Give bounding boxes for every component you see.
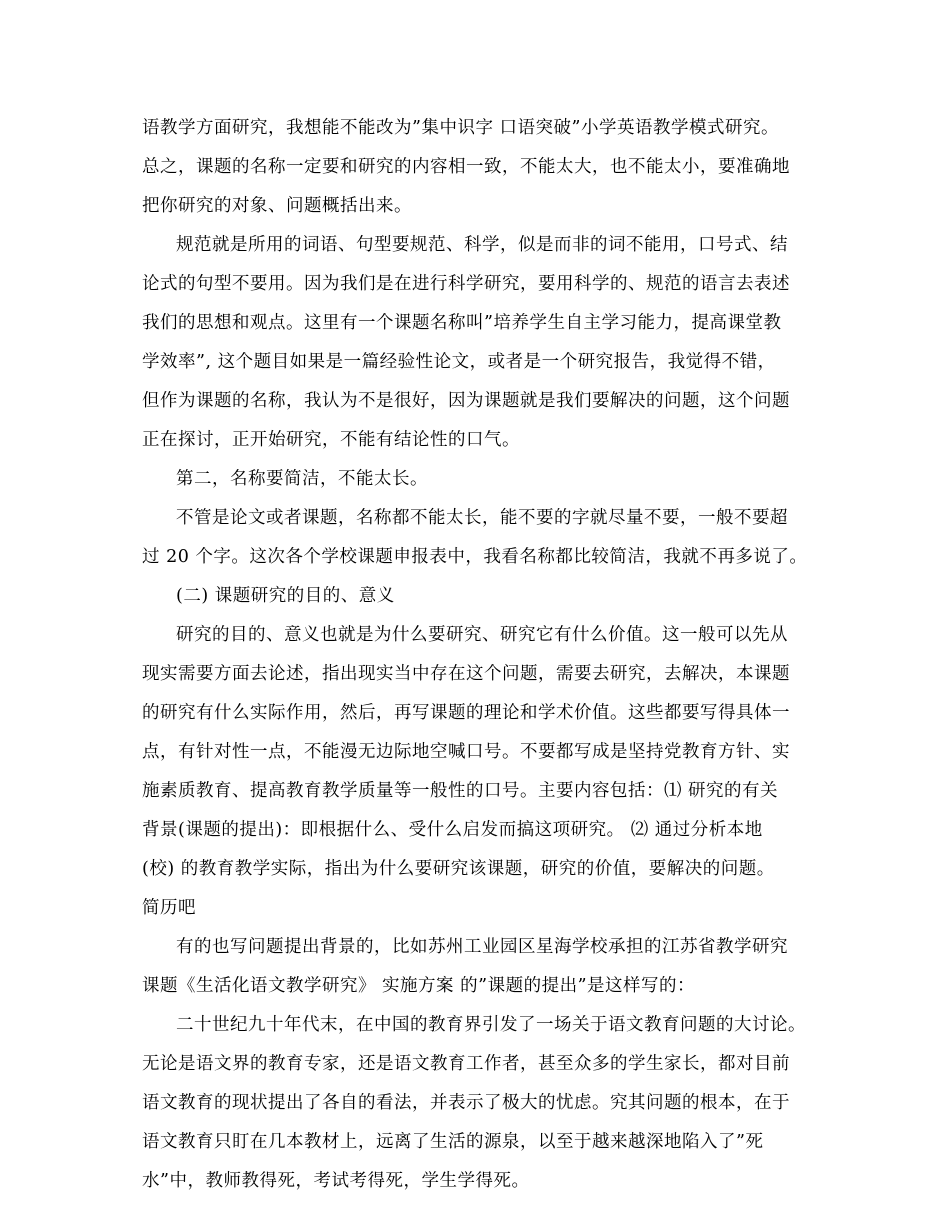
text-line: (校) 的教育教学实际，指出为什么要研究该课题，研究的价值，要解决的问题。: [142, 859, 775, 879]
text-line: 简历吧: [142, 898, 196, 918]
text-line: 水”中，教师教得死，考试考得死，学生学得死。: [142, 1171, 530, 1191]
text-line: 课题《生活化语文教学研究》 实施方案 的”课题的提出”是这样写的：: [142, 976, 696, 996]
text-line: 第二，名称要简洁，不能太长。: [176, 469, 428, 489]
text-line: 正在探讨，正开始研究，不能有结论性的口气。: [142, 430, 520, 450]
text-line: 把你研究的对象、问题概括出来。: [142, 196, 412, 216]
text-line: 现实需要方面去论述，指出现实当中存在这个问题，需要去研究，去解决，本课题: [142, 664, 790, 684]
text-line: 但作为课题的名称，我认为不是很好，因为课题就是我们要解决的问题，这个问题: [142, 391, 790, 411]
text-line: 语教学方面研究，我想能不能改为”集中识字 口语突破”小学英语教学模式研究。: [142, 118, 779, 138]
text-line: 有的也写问题提出背景的，比如苏州工业园区星海学校承担的江苏省教学研究: [176, 937, 788, 957]
text-line: 不管是论文或者课题，名称都不能太长，能不要的字就尽量不要，一般不要超: [176, 508, 788, 528]
text-line: 无论是语文界的教育专家，还是语文教育工作者，甚至众多的学生家长，都对目前: [142, 1054, 790, 1074]
text-line: 总之，课题的名称一定要和研究的内容相一致，不能太大，也不能太小，要准确地: [142, 157, 790, 177]
text-line: 过 20 个字。这次各个学校课题申报表中，我看名称都比较简洁，我就不再多说了。: [142, 547, 808, 567]
text-line: 点，有针对性一点，不能漫无边际地空喊口号。不要都写成是坚持党教育方针、实: [142, 742, 790, 762]
text-line: 的研究有什么实际作用，然后，再写课题的理论和学术价值。这些都要写得具体一: [142, 703, 790, 723]
text-line: 研究的目的、意义也就是为什么要研究、研究它有什么价值。这一般可以先从: [176, 625, 788, 645]
text-line: 语文教育的现状提出了各自的看法，并表示了极大的忧虑。究其问题的根本，在于: [142, 1093, 790, 1113]
text-line: 背景(课题的提出)：即根据什么、受什么启发而搞这项研究。 ⑵ 通过分析本地: [142, 820, 763, 840]
text-line: 施素质教育、提高教育教学质量等一般性的口号。主要内容包括：⑴ 研究的有关: [142, 781, 779, 801]
section-heading: (二) 课题研究的目的、意义: [176, 586, 395, 606]
text-line: 二十世纪九十年代末，在中国的教育界引发了一场关于语文教育问题的大讨论。: [176, 1015, 806, 1035]
text-line: 我们的思想和观点。这里有一个课题名称叫”培养学生自主学习能力，提高课堂教: [142, 313, 782, 333]
text-line: 规范就是所用的词语、句型要规范、科学，似是而非的词不能用，口号式、结: [176, 235, 788, 255]
text-line: 学效率”, 这个题目如果是一篇经验性论文，或者是一个研究报告，我觉得不错，: [142, 352, 776, 372]
text-line: 论式的句型不要用。因为我们是在进行科学研究，要用科学的、规范的语言去表述: [142, 274, 790, 294]
text-line: 语文教育只盯在几本教材上，远离了生活的源泉，以至于越来越深地陷入了”死: [142, 1132, 764, 1152]
